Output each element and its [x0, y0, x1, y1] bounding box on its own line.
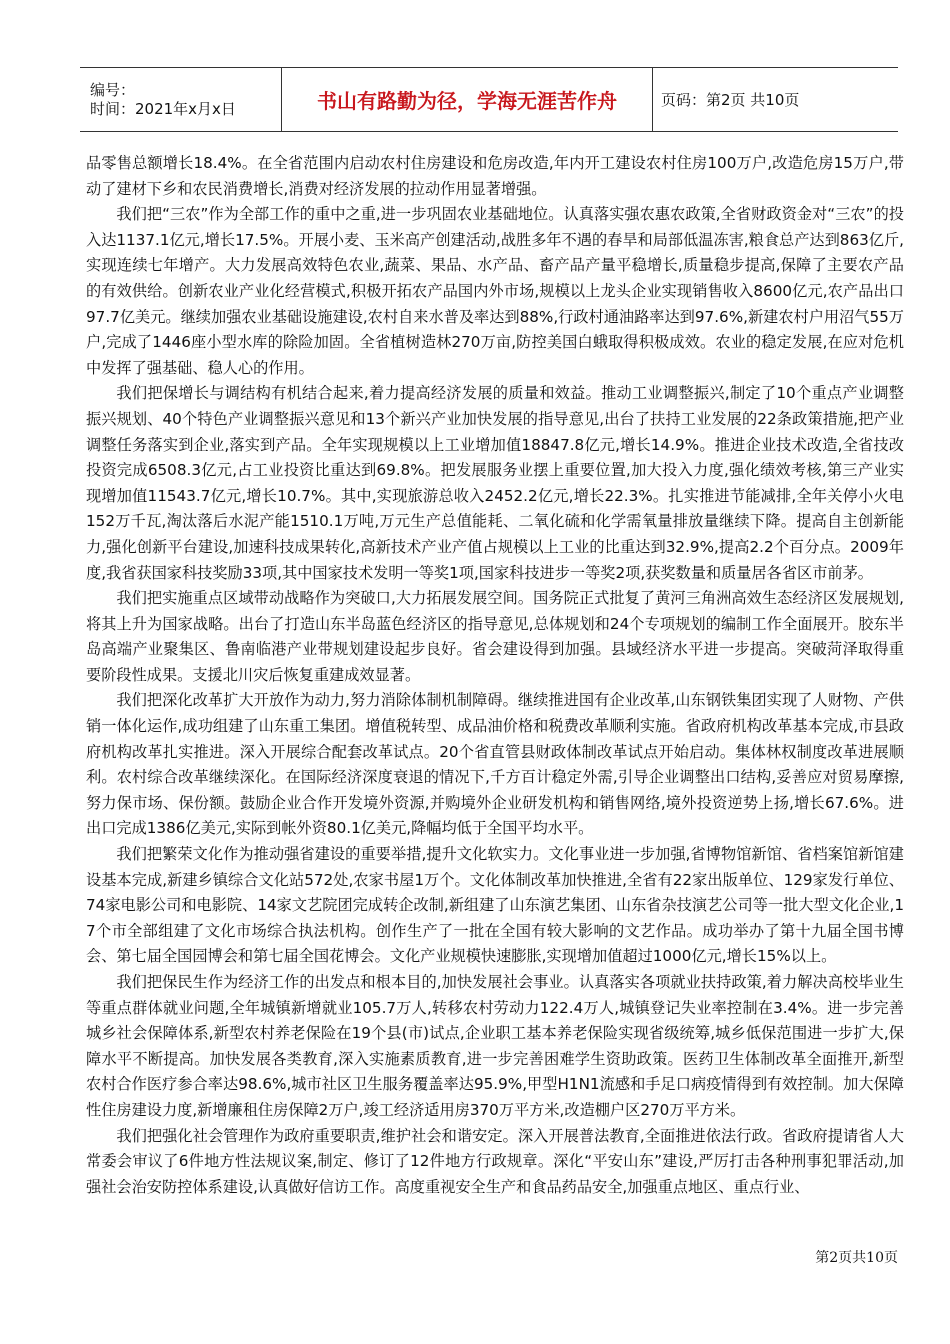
header-motto [281, 68, 652, 131]
document-number-label: 编号： [90, 80, 136, 99]
paragraph-1: 品零售总额增长18.4%。在全省范围内启动农村住房建设和危房改造,年内开工建设农村住房100万户,改造危房15万户,带动了建材下乡和农民消费增长,消费对经济发展的拉动作用显著增强。 [86, 154, 904, 198]
motto-text: 书山有路勤为径，学海无涯苦作舟 [317, 89, 617, 113]
paragraph-3: 我们把保增长与调结构有机结合起来,着力提高经济发展的质量和效益。推动工业调整振兴,制定了10个重点产业调整振兴规划、40个特色产业调整振兴意见和13个新兴产业加快发展的指导意见,出台了扶持工业发展的22条政策措施,把产业调整任务落实到企业,落实到产品。全年实现规模以上工业增加值18847.8亿元,增长14.9%。推进企业技术改造,全省技改投资完成6508.3亿元,占工业投资比重达到69.8%。把发展服务业摆上重要位置,加大投入力度,强化绩效考核,第三产业实现增加值11543.7亿元,增长10.7%。其中,实现旅游总收入2452.2亿元,增长22.3%。扎实推进节能减排,全年关停小火电152万千瓦,淘汰落后水泥产能1510.1万吨,万元生产总值能耗、二氧化硫和化学需氧量排放量继续下降。提高自主创新能力,强化创新平台建设,加速科技成果转化,高新技术产业产值占规模以上工业的比重达到32.9%,提高2.2个百分点。2009年度,我省获国家科技奖励33项,其中国家技术发明一等奖1项,国家科技进步一等奖2项,获奖数量和质量居各省区市前茅。 [86, 384, 904, 582]
page-number-label: 页码：第2页 共10页 [661, 91, 800, 109]
paragraph-5: 我们把深化改革扩大开放作为动力,努力消除体制机制障碍。继续推进国有企业改革,山东钢铁集团实现了人财物、产供销一体化运作,成功组建了山东重工集团。增值税转型、成品油价格和税费改革顺利实施。省政府机构改革基本完成,市县政府机构改革扎实推进。深入开展综合配套改革试点。20个省直管县财政体制改革试点开始启动。集体林权制度改革进展顺利。农村综合改革继续深化。在国际经济深度衰退的情况下,千方百计稳定外需,引导企业调整出口结构,妥善应对贸易摩擦,努力保市场、保份额。鼓励企业合作开发境外资源,并购境外企业研发机构和销售网络,境外投资逆势上扬,增长67.6%。进出口完成1386亿美元,实际到帐外资80.1亿美元,降幅均低于全国平均水平。 [86, 691, 904, 838]
paragraph-4: 我们把实施重点区域带动战略作为突破口,大力拓展发展空间。国务院正式批复了黄河三角洲高效生态经济区发展规划,将其上升为国家战略。出台了打造山东半岛蓝色经济区的指导意见,总体规划和24个专项规划的编制工作全面展开。胶东半岛高端产业聚集区、鲁南临港产业带规划建设起步良好。省会建设得到加强。县域经济水平进一步提高。突破菏泽取得重要阶段性成果。支援北川灾后恢复重建成效显著。 [86, 589, 904, 684]
paragraph-7: 我们把保民生作为经济工作的出发点和根本目的,加快发展社会事业。认真落实各项就业扶持政策,着力解决高校毕业生等重点群体就业问题,全年城镇新增就业105.7万人,转移农村劳动力122.4万人,城镇登记失业率控制在3.4%。进一步完善城乡社会保障体系,新型农村养老保险在19个县(市)试点,企业职工基本养老保险实现省级统筹,城乡低保范围进一步扩大,保障水平不断提高。加快发展各类教育,深入实施素质教育,进一步完善困难学生资助政策。医药卫生体制改革全面推开,新型农村合作医疗参合率达98.6%,城市社区卫生服务覆盖率达95.9%,甲型H1N1流感和手足口病疫情得到有效控制。加大保障性住房建设力度,新增廉租住房保障2万户,竣工经济适用房370万平方米,改造棚户区270万平方米。 [86, 973, 904, 1119]
page-footer: 第2页共10页 [815, 1250, 898, 1266]
paragraph-2: 我们把“三农”作为全部工作的重中之重,进一步巩固农业基础地位。认真落实强农惠农政策,全省财政资金对“三农”的投入达1137.1亿元,增长17.5%。开展小麦、玉米高产创建活动,战胜多年不遇的春旱和局部低温冻害,粮食总产达到863亿斤,实现连续七年增产。大力发展高效特色农业,蔬菜、果品、水产品、畜产品产量平稳增长,质量稳步提高,保障了主要农产品的有效供给。创新农业产业化经营模式,积极开拓农产品国内外市场,规模以上龙头企业实现销售收入8600亿元,农产品出口97.7亿美元。继续加强农业基础设施建设,农村自来水普及率达到88%,行政村通油路率达到97.6%,新建农村户用沼气55万户,完成了1446座小型水库的除险加固。全省植树造林270万亩,防控美国白蛾取得积极成效。农业的稳定发展,在应对危机中发挥了强基础、稳人心的作用。 [86, 205, 904, 377]
page-header [80, 67, 898, 132]
paragraph-8: 我们把强化社会管理作为政府重要职责,维护社会和谐安定。深入开展普法教育,全面推进依法行政。省政府提请省人大常委会审议了6件地方性法规议案,制定、修订了12件地方行政规章。深化“平安山东”建设,严厉打击各种刑事犯罪活动,加强社会治安防控体系建设,认真做好信访工作。高度重视安全生产和食品药品安全,加强重点地区、重点行业、 [86, 1126, 904, 1196]
header-meta [80, 68, 281, 131]
document-body [86, 151, 904, 1200]
document-time-label: 时间：2021年x月x日 [90, 99, 236, 118]
header-page-info [652, 68, 898, 131]
paragraph-6: 我们把繁荣文化作为推动强省建设的重要举措,提升文化软实力。文化事业进一步加强,省博物馆新馆、省档案馆新馆建设基本完成,新建乡镇综合文化站572处,农家书屋1万个。文化体制改革加快推进,全省有22家出版单位、129家发行单位、74家电影公司和电影院、14家文艺院团完成转企改制,新组建了山东演艺集团、山东省杂技演艺公司等一批大型文化企业,17个市全部组建了文化市场综合执法机构。创作生产了一批在全国有较大影响的文艺作品。成功举办了第十九届全国书博会、第七届全国园博会和第七届全国花博会。文化产业规模快速膨胀,实现增加值超过1000亿元,增长15%以上。 [86, 845, 904, 966]
